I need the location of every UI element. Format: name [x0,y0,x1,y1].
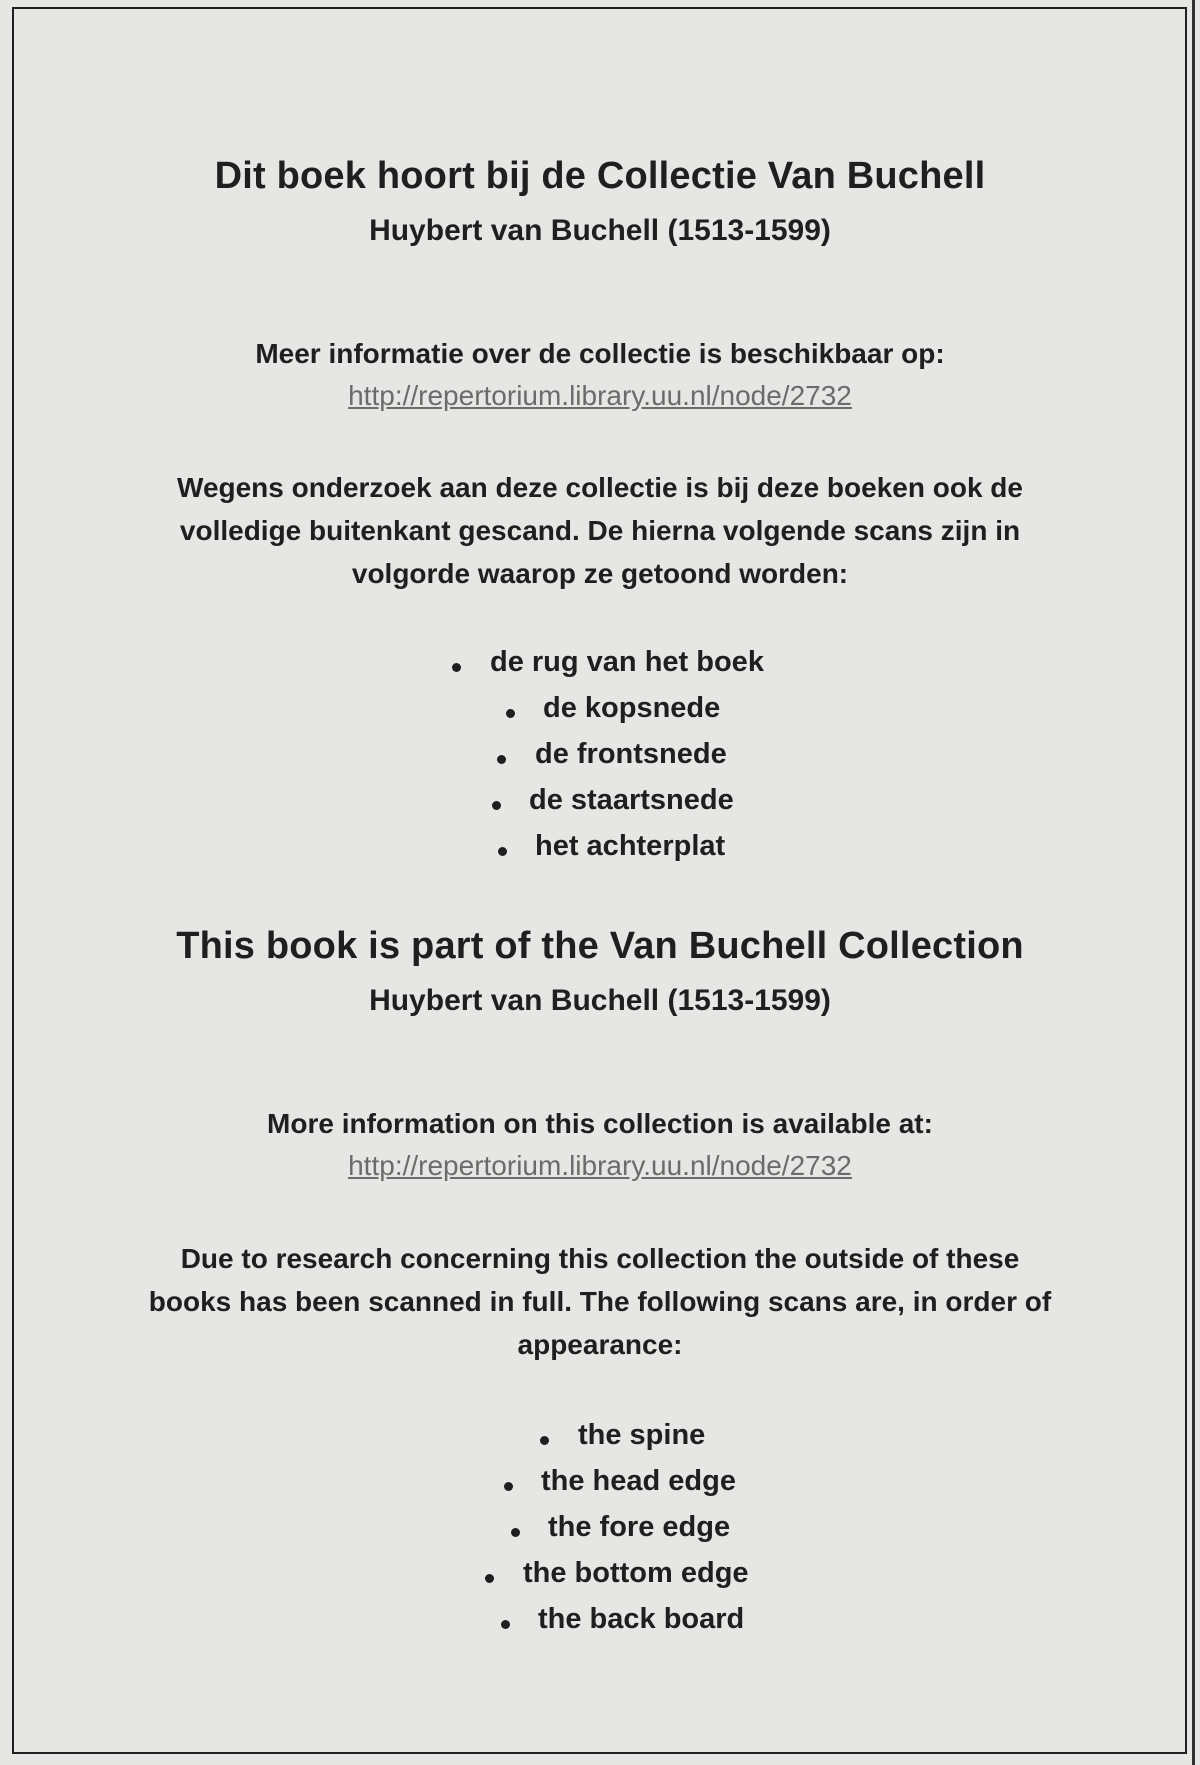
bullet-icon [511,1528,520,1537]
dutch-link-line [60,380,1140,412]
dutch-title: Dit boek hoort bij de Collectie Van Buchell [214,155,986,197]
list-item [0,738,1200,784]
list-item-label: de staartsnede [529,784,734,816]
list-item-label: de rug van het boek [490,646,764,678]
list-item [0,1419,1200,1465]
english-title: This book is part of the Van Buchell Collection [176,925,1024,967]
list-item [0,1603,1200,1649]
dutch-collection-link[interactable]: http://repertorium.library.uu.nl/node/2732 [348,380,852,411]
dutch-paragraph-line: Wegens onderzoek aan deze collectie is bij deze boeken ook de [177,472,1023,503]
list-item-label: the fore edge [548,1511,731,1543]
english-paragraph [60,1237,1140,1366]
bullet-icon [501,1620,510,1629]
list-item [0,1465,1200,1511]
list-item-label: het achterplat [535,830,726,862]
english-paragraph-line: Due to research concerning this collection the outside of these [180,1243,1020,1274]
bullet-icon [485,1574,494,1583]
list-item [0,1557,1200,1603]
bullet-icon [540,1436,549,1445]
english-info-text: More information on this collection is available at: [267,1108,933,1139]
english-scan-list [0,1419,1200,1649]
list-item [0,1511,1200,1557]
list-item-label: de frontsnede [535,738,727,770]
english-subtitle: Huybert van Buchell (1513-1599) [369,984,831,1017]
english-collection-link[interactable]: http://repertorium.library.uu.nl/node/2732 [348,1150,852,1181]
bullet-icon [498,847,507,856]
list-item-label: the back board [538,1603,745,1635]
list-item-label: the bottom edge [523,1557,749,1589]
bullet-icon [506,709,515,718]
bullet-icon [452,663,461,672]
list-item [0,692,1200,738]
list-item-label: de kopsnede [543,692,721,724]
bullet-icon [497,755,506,764]
bullet-icon [504,1482,513,1491]
english-paragraph-line: books has been scanned in full. The following scans are, in order of [148,1286,1052,1317]
list-item-label: the spine [578,1419,706,1451]
dutch-info-text: Meer informatie over de collectie is beschikbaar op: [255,338,945,369]
english-paragraph-line: appearance: [517,1329,683,1360]
english-link-line [60,1150,1140,1182]
list-item [0,784,1200,830]
list-item-label: the head edge [541,1465,736,1497]
dutch-paragraph [60,466,1140,595]
dutch-paragraph-line: volgorde waarop ze getoond worden: [351,558,849,589]
bullet-icon [492,801,501,810]
dutch-scan-list [0,646,1200,876]
list-item [0,830,1200,876]
list-item [0,646,1200,692]
dutch-paragraph-line: volledige buitenkant gescand. De hierna volgende scans zijn in [179,515,1021,546]
dutch-subtitle: Huybert van Buchell (1513-1599) [369,214,831,247]
